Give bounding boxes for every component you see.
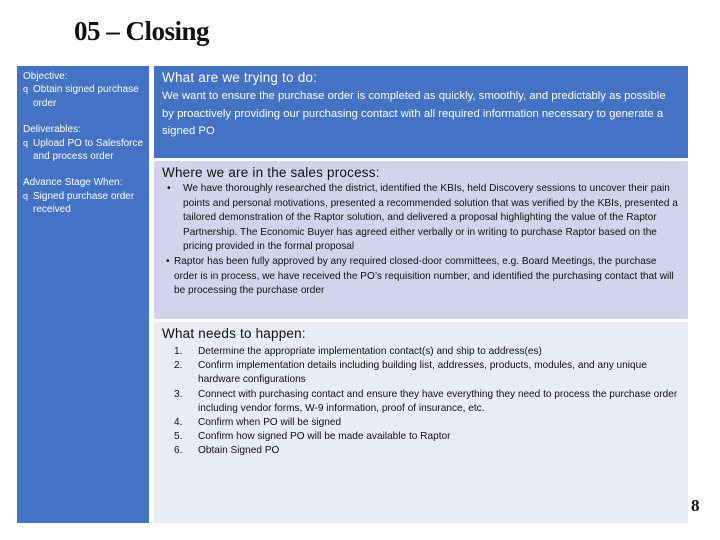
step-text: Connect with purchasing contact and ensure they have everything they need to process the purchase order including vendor forms, W-9 information, proof of insurance, etc. <box>198 388 678 414</box>
trying-heading: What are we trying to do: <box>162 70 318 85</box>
bullet-icon: • <box>167 183 171 194</box>
objective-item <box>23 83 145 110</box>
list-item <box>162 388 680 416</box>
sales-process-panel <box>154 161 688 319</box>
left-summary-panel <box>17 66 149 523</box>
step-number: 3. <box>174 388 183 400</box>
advance-stage-item <box>23 190 145 217</box>
step-number: 2. <box>174 360 183 372</box>
step-number: 1. <box>174 346 183 357</box>
sales-process-list <box>162 182 680 299</box>
list-item <box>162 255 680 299</box>
objective-section <box>23 70 145 110</box>
page-number: 8 <box>691 496 700 515</box>
deliverables-section <box>23 123 145 163</box>
trying-text: We want to ensure the purchase order is completed as quickly, smoothly, and predictably as possible by proactively providing our purchasing contact with all required information necessary to generate a signed PO <box>162 90 666 138</box>
step-text: Determine the appropriate implementation contact(s) and ship to address(es) <box>198 346 542 357</box>
list-item <box>162 182 680 255</box>
deliverables-text: Upload PO to Salesforce and process order <box>33 137 144 163</box>
step-number: 5. <box>174 431 183 443</box>
needs-to-happen-panel <box>154 322 688 523</box>
deliverables-title: Deliverables: <box>23 124 81 136</box>
deliverables-item <box>23 137 145 164</box>
checkbox-bullet-icon: q <box>23 190 29 201</box>
sales-process-bullet-text: We have thoroughly researched the district, identified the KBIs, held Discovery sessions to uncover their pain points and personal motivations, presented a recommended solution that was verified by the KBIs, presented a tailored demonstration of the Raptor solution, and delivered a proposal highlighting the value of the Raptor Partnership. The Economic Buyer has agreed either verbally or in writing to purchase Raptor based on the pricing provided in the formal proposal <box>183 183 678 253</box>
slide-title: 05 – Closing <box>74 16 210 46</box>
step-number: 6. <box>174 445 183 457</box>
advance-stage-title: Advance Stage When: <box>23 177 123 189</box>
list-item <box>162 359 680 387</box>
bullet-icon: • <box>166 255 170 267</box>
step-text: Obtain Signed PO <box>198 445 280 457</box>
list-item <box>162 416 680 430</box>
advance-stage-section <box>23 176 145 216</box>
step-text: Confirm how signed PO will be made available to Raptor <box>198 431 451 443</box>
list-item <box>162 444 680 458</box>
list-item <box>162 430 680 444</box>
step-text: Confirm implementation details including building list, addresses, products, modules, and any unique hardware configurations <box>198 360 647 386</box>
step-number: 4. <box>174 417 183 429</box>
objective-title: Objective: <box>23 71 68 82</box>
step-text: Confirm when PO will be signed <box>198 417 342 429</box>
advance-stage-text: Signed purchase order received <box>33 190 135 216</box>
sales-process-bullet-text: Raptor has been fully approved by any required closed-door committees, e.g. Board Meetings, the purchase order is in process, we have received the PO’s requisition number, and identified the purchasing contact that will be processing the purchase order <box>174 255 674 297</box>
where-heading: Where we are in the sales process: <box>162 165 380 180</box>
checkbox-bullet-icon: q <box>23 84 29 95</box>
list-item <box>162 345 680 359</box>
trying-to-do-panel <box>154 66 688 158</box>
needs-heading: What needs to happen: <box>162 326 306 341</box>
needs-steps-list <box>162 345 680 459</box>
objective-text: Obtain signed purchase order <box>33 84 139 109</box>
checkbox-bullet-icon: q <box>23 137 29 148</box>
